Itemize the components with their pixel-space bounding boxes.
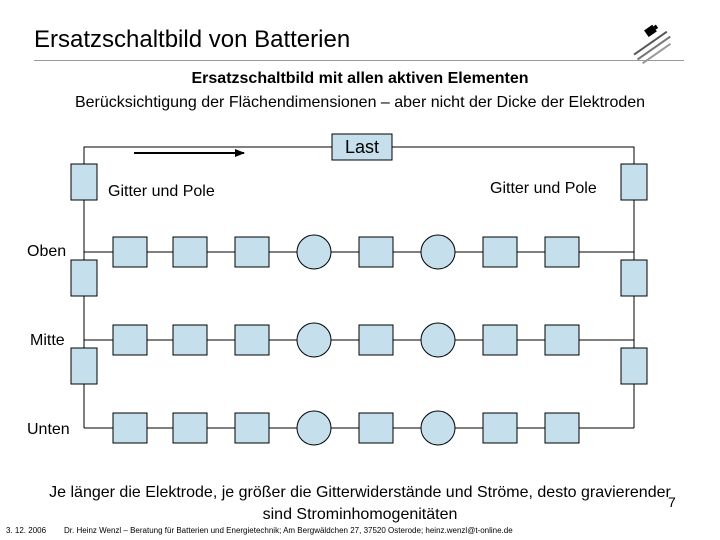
resistor-row2-2 xyxy=(235,413,269,443)
conclusion-text: Je länger die Elektrode, je größer die Gitterwiderstände und Ströme, desto gravierender sind Strominhomogenitäten xyxy=(49,484,671,523)
cell-row0-3 xyxy=(297,235,331,269)
diagram-subheading: Berücksichtigung der Flächendimensionen – aber nicht der Dicke der Elektroden xyxy=(74,94,646,111)
resistor-row0-2 xyxy=(235,237,269,267)
resistor-row0-0 xyxy=(113,237,147,267)
left-grid-resistor-1 xyxy=(71,260,97,296)
grid-label-left: Gitter und Pole xyxy=(108,183,215,200)
row-label-top: Oben xyxy=(27,243,67,260)
resistor-row2-6 xyxy=(483,413,517,443)
resistor-row2-0 xyxy=(113,413,147,443)
footer-author: Dr. Heinz Wenzl – Beratung für Batterien und Energietechnik; Am Bergwäldchen 27, 37520 Osterode; heinz.wenzl@t-online.de xyxy=(64,526,513,535)
right-grid-resistor-0 xyxy=(621,164,647,200)
cell-row1-5 xyxy=(421,323,455,357)
resistor-row2-1 xyxy=(173,413,207,443)
resistor-row1-2 xyxy=(235,325,269,355)
resistor-row0-4 xyxy=(359,237,393,267)
row-label-bottom: Unten xyxy=(27,421,70,438)
cell-row2-3 xyxy=(297,411,331,445)
resistor-row1-7 xyxy=(545,325,579,355)
diagram-heading: Ersatzschaltbild mit allen aktiven Elementen xyxy=(191,70,529,87)
resistor-row2-4 xyxy=(359,413,393,443)
resistor-row0-6 xyxy=(483,237,517,267)
right-grid-resistor-1 xyxy=(621,260,647,296)
cell-row0-5 xyxy=(421,235,455,269)
slide-number: 7 xyxy=(668,494,676,510)
right-grid-resistor-2 xyxy=(621,348,647,384)
resistor-row1-4 xyxy=(359,325,393,355)
cell-row2-5 xyxy=(421,411,455,445)
resistor-row2-7 xyxy=(545,413,579,443)
resistor-row0-1 xyxy=(173,237,207,267)
resistor-row1-0 xyxy=(113,325,147,355)
resistor-row1-6 xyxy=(483,325,517,355)
load-label: Last xyxy=(344,137,380,157)
slide-title: Ersatzschaltbild von Batterien xyxy=(34,26,351,53)
grid-label-right: Gitter und Pole xyxy=(490,180,597,197)
row-label-middle: Mitte xyxy=(30,332,65,349)
left-grid-resistor-0 xyxy=(71,164,97,200)
resistor-row1-1 xyxy=(173,325,207,355)
left-grid-resistor-2 xyxy=(71,348,97,384)
footer-date: 3. 12. 2006 xyxy=(6,526,47,535)
cell-row1-3 xyxy=(297,323,331,357)
resistor-row0-7 xyxy=(545,237,579,267)
